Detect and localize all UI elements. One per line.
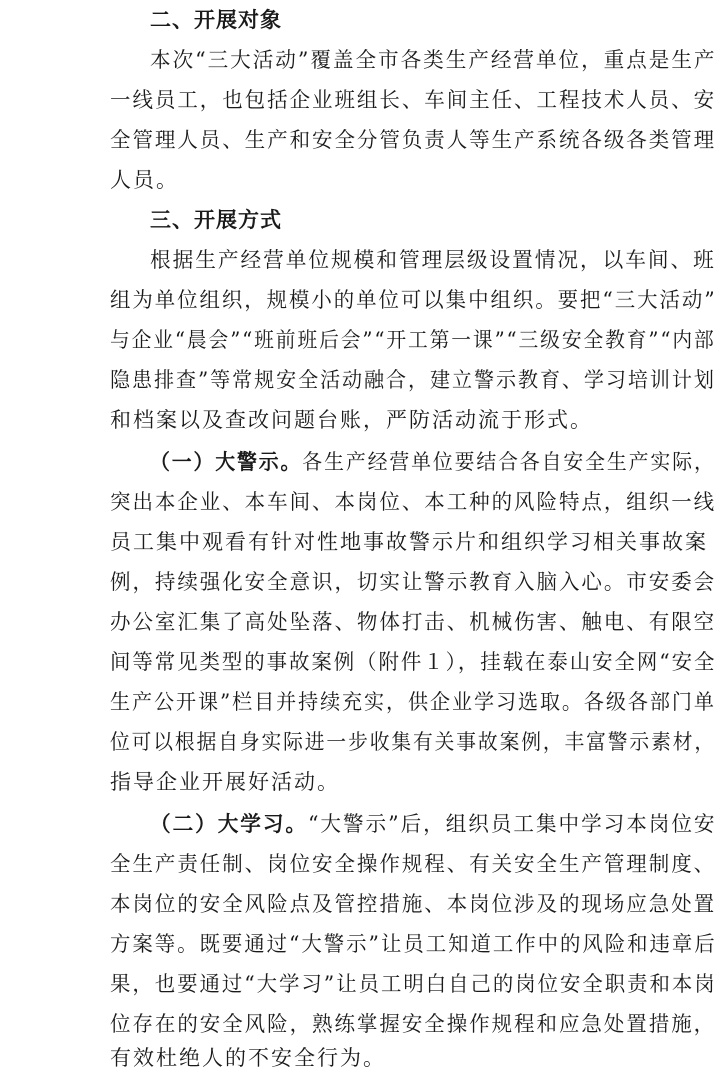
paragraph-line: 和档案以及查改问题台账，严防活动流于形式。	[110, 408, 593, 432]
item-title: （二）大学习。	[150, 812, 308, 836]
paragraph-line: 指导企业开展好活动。	[110, 770, 340, 794]
paragraph-line	[150, 808, 717, 840]
paragraph-line: 间等常见类型的事故案例（附件１），挂载在泰山安全网“安全	[110, 650, 717, 674]
item-title: （一）大警示。	[150, 450, 303, 474]
item-text: 各生产经营单位要结合各自安全生产实际，	[302, 450, 716, 474]
paragraph-line: 位可以根据自身实际进一步收集有关事故案例，丰富警示素材，	[110, 730, 717, 754]
paragraph-line: 方案等。既要通过“大警示”让员工知道工作中的风险和违章后	[110, 932, 717, 956]
section-heading: 二、开展对象	[150, 8, 282, 32]
section-heading: 三、开展方式	[150, 208, 282, 232]
paragraph-line: 例，持续强化安全意识，切实让警示教育入脑入心。市安委会	[110, 570, 717, 594]
paragraph-line	[150, 446, 716, 478]
paragraph-line: 办公室汇集了高处坠落、物体打击、机械伤害、触电、有限空	[110, 610, 717, 634]
paragraph-line: 果，也要通过“大学习”让员工明白自己的岗位安全职责和本岗	[110, 972, 717, 996]
paragraph-line: 隐患排查”等常规安全活动融合，建立警示教育、学习培训计划	[110, 368, 716, 392]
paragraph-line: 人员。	[110, 168, 179, 192]
paragraph-line: 生产公开课”栏目并持续充实，供企业学习选取。各级各部门单	[110, 690, 716, 714]
paragraph-line: 位存在的安全风险，熟练掌握安全操作规程和应急处置措施，	[110, 1012, 717, 1036]
paragraph-line: 本岗位的安全风险点及管控措施、本岗位涉及的现场应急处置	[110, 892, 717, 916]
paragraph-line: 全生产责任制、岗位安全操作规程、有关安全生产管理制度、	[110, 852, 717, 876]
paragraph-line: 根据生产经营单位规模和管理层级设置情况，以车间、班	[150, 248, 716, 272]
paragraph-line: 组为单位组织，规模小的单位可以集中组织。要把“三大活动”	[110, 288, 717, 312]
paragraph-line: 突出本企业、本车间、本岗位、本工种的风险特点，组织一线	[110, 490, 717, 514]
paragraph-line: 与企业“晨会”“班前班后会”“开工第一课”“三级安全教育”“内部	[110, 328, 716, 352]
paragraph-line: 有效杜绝人的不安全行为。	[110, 1046, 386, 1070]
paragraph-line: 全管理人员、生产和安全分管负责人等生产系统各级各类管理	[110, 128, 717, 152]
paragraph-line: 员工集中观看有针对性地事故警示片和组织学习相关事故案	[110, 530, 708, 554]
item-text: “大警示”后，组织员工集中学习本岗位安	[307, 812, 717, 836]
paragraph-line: 本次“三大活动”覆盖全市各类生产经营单位，重点是生产	[150, 48, 717, 72]
paragraph-line: 一线员工，也包括企业班组长、车间主任、工程技术人员、安	[110, 88, 717, 112]
